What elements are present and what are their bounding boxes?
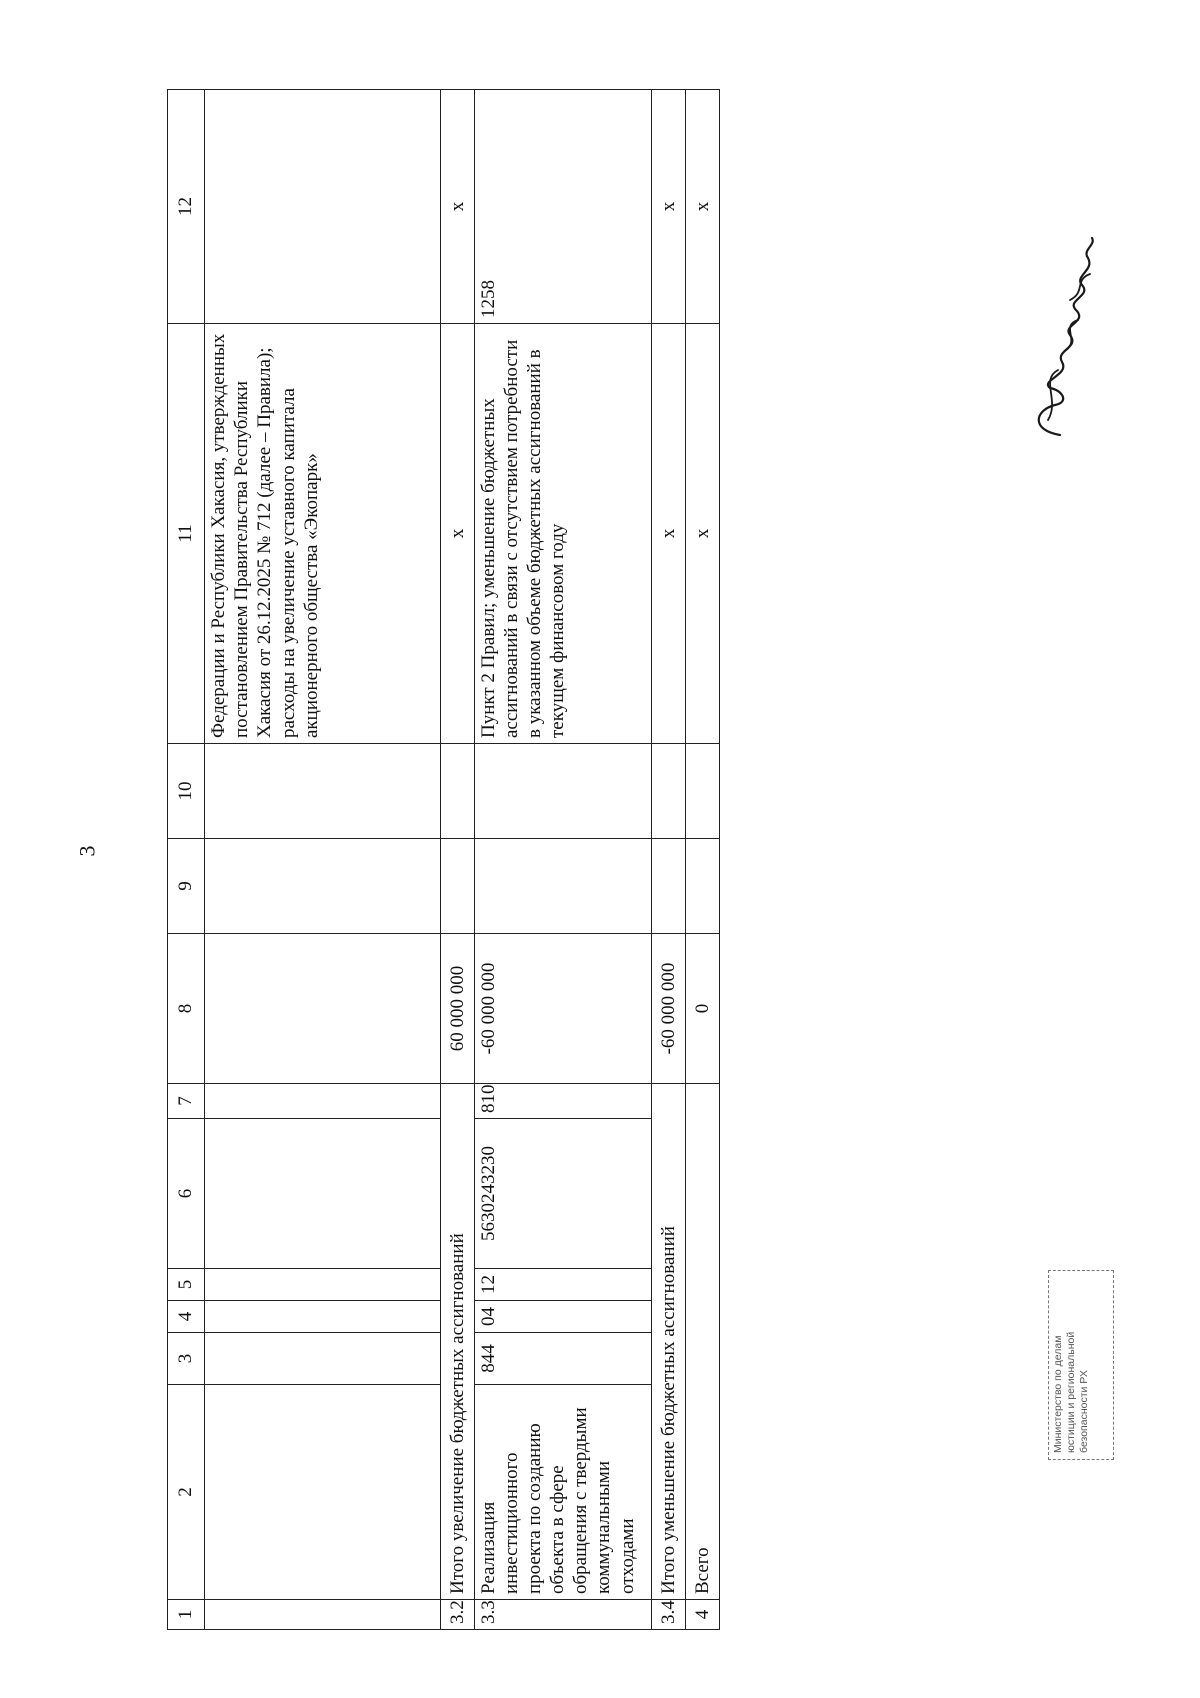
summary-label: Всего bbox=[686, 1084, 720, 1600]
row-number-cell: 3.4 bbox=[652, 1600, 686, 1630]
amount-cell: -60 000 000 bbox=[652, 934, 686, 1084]
column-number-row bbox=[168, 90, 205, 1630]
reference-cell: x bbox=[686, 90, 720, 324]
code-cell: 12 bbox=[474, 1269, 651, 1301]
basis-cell: Федерации и Республики Хакасия, утвержденных постановлением Правительства Республики Хакасия от 26.12.2025 № 712 (далее – Правила); расходы на увеличение уставного капитала акционерного общества «Экопарк» bbox=[205, 324, 441, 744]
code-cell bbox=[205, 1333, 441, 1385]
amount-cell bbox=[686, 744, 720, 839]
amount-cell bbox=[652, 744, 686, 839]
row-number-cell: 3.2 bbox=[440, 1600, 474, 1630]
registration-stamp bbox=[1048, 1270, 1114, 1460]
reference-cell: x bbox=[440, 90, 474, 324]
amount-cell: 60 000 000 bbox=[440, 934, 474, 1084]
summary-row bbox=[652, 90, 686, 1630]
amount-cell bbox=[440, 744, 474, 839]
amount-cell bbox=[205, 839, 441, 934]
amount-cell bbox=[205, 744, 441, 839]
description-cell: Реализация инвестиционного проекта по созданию объекта в сфере обращения с твердыми коммунальными отходами bbox=[474, 1385, 651, 1600]
stamp-line: Министерство по делам bbox=[1052, 1335, 1064, 1453]
amount-cell bbox=[440, 839, 474, 934]
budget-table-container bbox=[167, 90, 720, 1630]
code-cell: 5630243230 bbox=[474, 1119, 651, 1269]
amount-cell bbox=[474, 744, 651, 839]
summary-label: Итого уменьшение бюджетных ассигнований bbox=[652, 1084, 686, 1600]
amount-cell: 0 bbox=[686, 934, 720, 1084]
column-header: 4 bbox=[168, 1301, 205, 1333]
basis-cell: x bbox=[440, 324, 474, 744]
description-cell bbox=[205, 1385, 441, 1600]
code-cell bbox=[205, 1301, 441, 1333]
table-row bbox=[474, 90, 651, 1630]
column-header: 11 bbox=[168, 324, 205, 744]
amount-cell bbox=[205, 934, 441, 1084]
code-cell bbox=[205, 1084, 441, 1119]
column-header: 10 bbox=[168, 744, 205, 839]
code-cell: 04 bbox=[474, 1301, 651, 1333]
amount-cell: -60 000 000 bbox=[474, 934, 651, 1084]
code-cell: 844 bbox=[474, 1333, 651, 1385]
code-cell bbox=[205, 1269, 441, 1301]
handwritten-signature bbox=[1000, 230, 1110, 450]
total-row bbox=[686, 90, 720, 1630]
column-header: 2 bbox=[168, 1385, 205, 1600]
row-number-cell: 3.3 bbox=[474, 1600, 651, 1630]
column-header: 1 bbox=[168, 1600, 205, 1630]
summary-label: Итого увеличение бюджетных ассигнований bbox=[440, 1084, 474, 1600]
row-number-cell: 4 bbox=[686, 1600, 720, 1630]
budget-allocation-table bbox=[167, 89, 720, 1630]
stamp-line: юстиции и региональной bbox=[1065, 1331, 1078, 1453]
code-cell bbox=[205, 1119, 441, 1269]
table-row bbox=[205, 90, 441, 1630]
basis-cell: x bbox=[652, 324, 686, 744]
page-number: 3 bbox=[74, 845, 100, 857]
column-header: 3 bbox=[168, 1333, 205, 1385]
basis-cell: Пункт 2 Правил; уменьшение бюджетных ассигнований в связи с отсутствием потребности в указанном объеме бюджетных ассигнований в текущем финансовом году bbox=[474, 324, 651, 744]
amount-cell bbox=[474, 839, 651, 934]
stamp-line: безопасности РХ bbox=[1078, 1370, 1091, 1453]
reference-cell bbox=[205, 90, 441, 324]
column-header: 9 bbox=[168, 839, 205, 934]
column-header: 5 bbox=[168, 1269, 205, 1301]
amount-cell bbox=[686, 839, 720, 934]
column-header: 12 bbox=[168, 90, 205, 324]
basis-cell: x bbox=[686, 324, 720, 744]
amount-cell bbox=[652, 839, 686, 934]
reference-cell: 1258 bbox=[474, 90, 651, 324]
column-header: 6 bbox=[168, 1119, 205, 1269]
column-header: 8 bbox=[168, 934, 205, 1084]
code-cell: 810 bbox=[474, 1084, 651, 1119]
row-number-cell bbox=[205, 1600, 441, 1630]
reference-cell: x bbox=[652, 90, 686, 324]
summary-row bbox=[440, 90, 474, 1630]
column-header: 7 bbox=[168, 1084, 205, 1119]
